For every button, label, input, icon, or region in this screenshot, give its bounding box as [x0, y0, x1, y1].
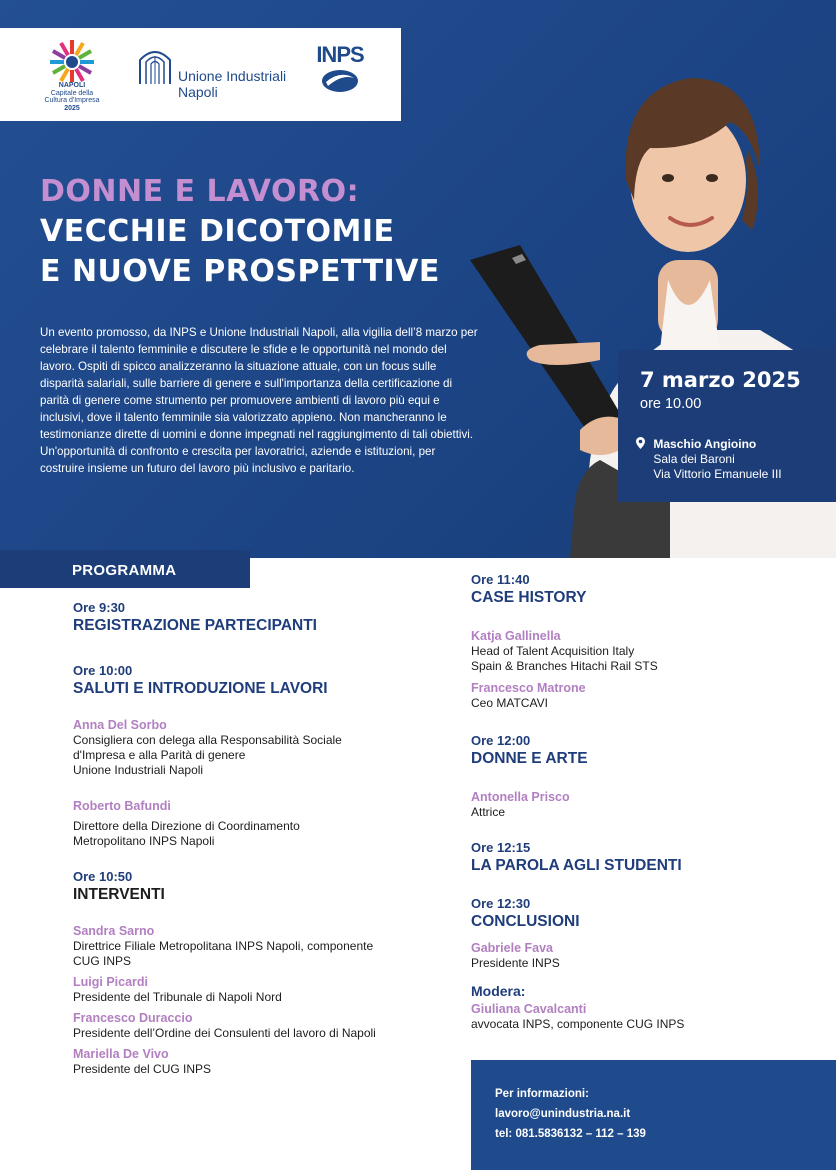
speaker-role: Attrice: [471, 805, 506, 819]
inps-logo: [310, 42, 370, 102]
session-title: CASE HISTORY: [471, 589, 587, 606]
event-title: [40, 172, 460, 292]
program-right-column: [471, 572, 811, 1032]
hero-section: [0, 0, 836, 558]
speaker-role: Spain & Branches Hitachi Rail STS: [471, 659, 658, 673]
napoli-capitale-cultura-logo: [38, 40, 106, 116]
speaker-role: Direttrice Filiale Metropolitana INPS Napoli, componente: [73, 939, 374, 953]
speaker-role: Ceo MATCAVI: [471, 696, 548, 710]
session-title: LA PAROLA AGLI STUDENTI: [471, 857, 682, 874]
event-time: ore 10.00: [640, 396, 702, 412]
session-students: [471, 840, 811, 876]
speaker-role: Consigliera con delega alla Responsabilità Sociale: [73, 733, 342, 747]
session-title: CONCLUSIONI: [471, 913, 580, 930]
logo-bar: [0, 28, 401, 121]
napoli-logo-line3: Cultura d'Impresa: [44, 97, 100, 104]
venue-name: Maschio Angioino: [653, 437, 757, 451]
session-title: INTERVENTI: [73, 886, 165, 903]
session-registration: [73, 600, 453, 636]
speaker-name: Roberto Bafundi: [73, 799, 171, 813]
speaker-name: Mariella De Vivo: [73, 1047, 169, 1061]
inps-swirl-icon: [320, 68, 360, 94]
moderator-label: Modera:: [471, 983, 526, 999]
speaker-role: Presidente del CUG INPS: [73, 1062, 212, 1076]
inps-logo-word: INPS: [316, 42, 364, 67]
contact-email-link[interactable]: lavoro@unindustria.na.it: [495, 1108, 631, 1120]
speaker-name: Katja Gallinella: [471, 629, 561, 643]
moderator-name: Giuliana Cavalcanti: [471, 1002, 587, 1016]
unione-industriali-line1: Unione Industriali: [178, 68, 287, 84]
contact-label: Per informazioni:: [495, 1088, 589, 1100]
speaker-role: CUG INPS: [73, 954, 132, 968]
session-time: Ore 12:15: [471, 840, 531, 855]
session-interventions: [73, 869, 453, 1077]
session-time: Ore 10:00: [73, 663, 133, 678]
program-heading-tab: [0, 550, 250, 588]
unione-industriali-emblem-icon: [136, 46, 174, 86]
speaker-name: Gabriele Fava: [471, 941, 553, 955]
title-line-1: DONNE E LAVORO:: [40, 174, 360, 209]
venue-room: Sala dei Baroni: [653, 452, 735, 466]
napoli-logo-year: 2025: [64, 104, 80, 112]
speaker-role: d'Impresa e alla Parità di genere: [73, 748, 246, 762]
venue-address: Via Vittorio Emanuele III: [653, 467, 782, 481]
speaker-name: Anna Del Sorbo: [73, 718, 167, 732]
speaker-role: Metropolitano INPS Napoli: [73, 834, 215, 848]
session-time: Ore 12:30: [471, 896, 531, 911]
session-case-history: [471, 572, 811, 711]
napoli-logo-line1: NAPOLI: [58, 82, 86, 89]
moderator-role: avvocata INPS, componente CUG INPS: [471, 1017, 685, 1031]
event-date: 7 marzo 2025: [640, 368, 801, 392]
session-title: DONNE E ARTE: [471, 750, 588, 767]
speaker-role: Unione Industriali Napoli: [73, 763, 204, 777]
session-title: SALUTI E INTRODUZIONE LAVORI: [73, 680, 328, 697]
event-description: Un evento promosso, da INPS e Unione Industriali Napoli, alla vigilia dell’8 marzo per celebrare il talento femminile e discutere le sfide e le opportunità nel mondo del lavoro. Ospiti di spicco analizzeranno la situazione attuale, con un focus sulle disparità salariali, sulle barriere di genere e sull'importanza della certificazione di parità di genere come strumento per promuovere ambienti di lavoro più equi e inclusivi, dove il talento femminile sia valorizzato appieno. Non mancheranno le testimonianze dirette di uomini e donne impegnati nel raggiungimento di tali obiettivi. Un'opportunità di confronto e crescita per lavoratrici, aziende e istituzioni, per costruire insieme un futuro del lavoro più inclusivo e paritario.: [40, 326, 478, 475]
speaker-role: Presidente dell’Ordine dei Consulenti del lavoro di Napoli: [73, 1026, 376, 1040]
date-venue-box: [618, 350, 836, 502]
session-time: Ore 12:00: [471, 733, 531, 748]
contact-info-box: [471, 1060, 836, 1170]
speaker-name: Luigi Picardi: [73, 975, 149, 989]
napoli-logo-line2: Capitale della: [50, 89, 94, 97]
location-pin-icon: [636, 437, 646, 453]
speaker-role: Presidente INPS: [471, 956, 560, 970]
speaker-role: Presidente del Tribunale di Napoli Nord: [73, 990, 282, 1004]
unione-industriali-line2: Napoli: [178, 84, 218, 100]
session-time: Ore 11:40: [471, 572, 530, 587]
napoli-flower-icon: [44, 40, 100, 82]
session-title: REGISTRAZIONE PARTECIPANTI: [73, 617, 317, 634]
speaker-name: Sandra Sarno: [73, 924, 155, 938]
speaker-name: Francesco Matrone: [471, 681, 586, 695]
program-heading: PROGRAMMA: [72, 562, 177, 579]
contact-phone: tel: 081.5836132 – 112 – 139: [495, 1128, 646, 1140]
speaker-role: Direttore della Direzione di Coordinamento: [73, 819, 300, 833]
session-conclusions: [471, 896, 811, 971]
speaker-role: Head of Talent Acquisition Italy: [471, 644, 635, 658]
title-line-3: E NUOVE PROSPETTIVE: [40, 254, 440, 289]
event-venue: [636, 437, 782, 482]
session-time: Ore 9:30: [73, 600, 126, 615]
speaker-name: Antonella Prisco: [471, 790, 570, 804]
session-women-art: [471, 733, 811, 820]
title-line-2: VECCHIE DICOTOMIE: [40, 214, 395, 249]
moderator-block: [471, 981, 811, 1032]
speaker-name: Francesco Duraccio: [73, 1011, 193, 1025]
session-time: Ore 10:50: [73, 869, 133, 884]
unione-industriali-logo: [136, 46, 296, 102]
program-left-column: [73, 600, 453, 1077]
session-greetings: [73, 663, 453, 849]
